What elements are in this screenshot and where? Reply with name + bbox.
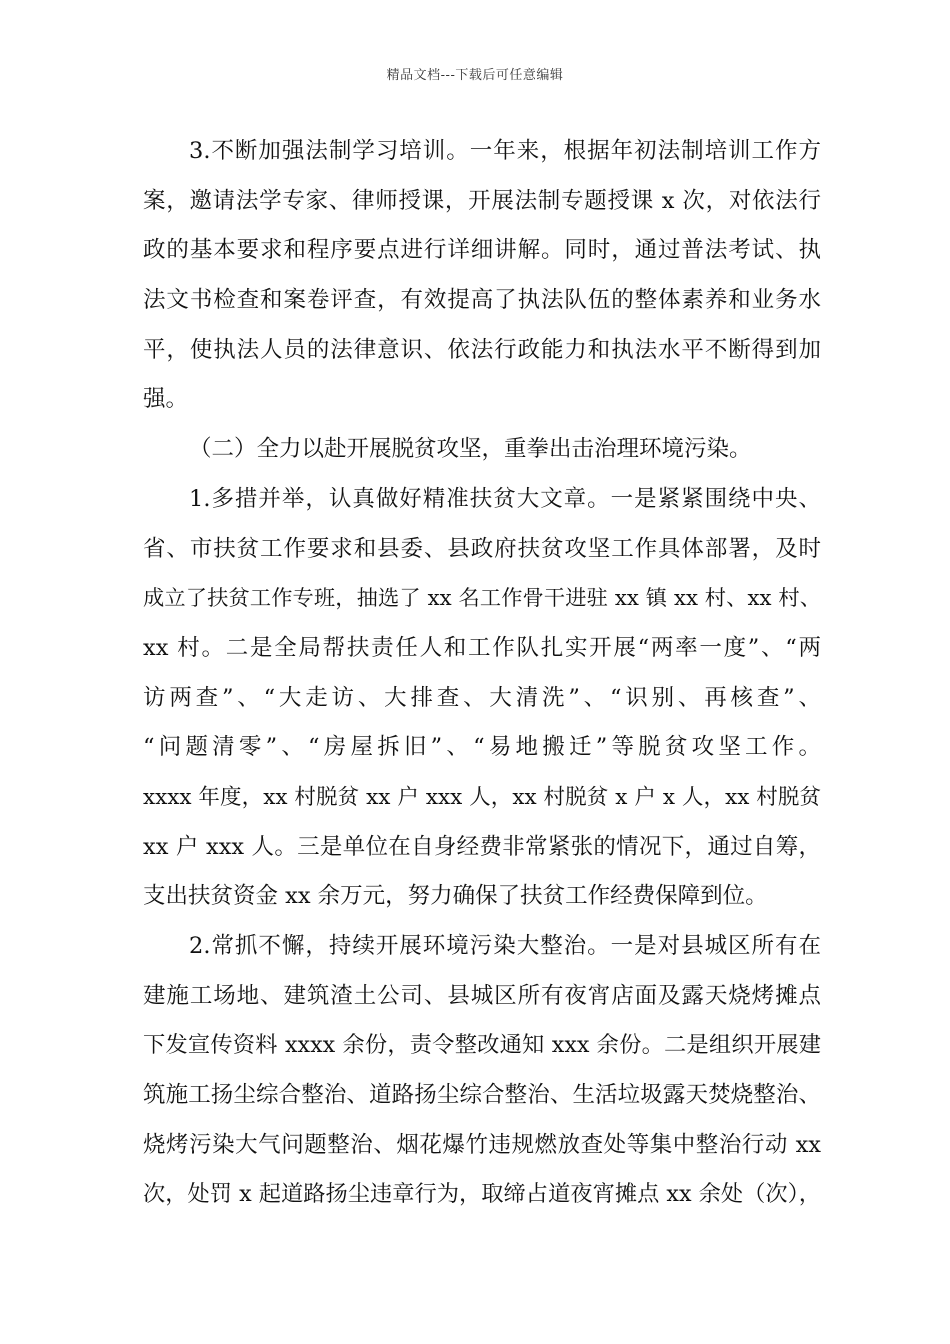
text-line: 法文书检查和案卷评查，有效提高了执法队伍的整体素养和业务水 (143, 287, 821, 314)
text-line: 下发宣传资料 xxxx 余份，责令整改通知 xxx 余份。二是组织开展建 (143, 1032, 821, 1059)
text-line: 平，使执法人员的法律意识、依法行政能力和执法水平不断得到加 (143, 336, 821, 363)
text-line: 烧烤污染大气问题整治、烟花爆竹违规燃放查处等集中整治行动 xx (143, 1131, 821, 1158)
text-line: （二）全力以赴开展脱贫攻坚，重拳出击治理环境污染。 (189, 436, 752, 463)
text-line: 案，邀请法学专家、律师授课，开展法制专题授课 x 次，对依法行 (143, 187, 821, 214)
text-line: “问题清零”、“房屋拆旧”、“易地搬迁”等脱贫攻坚工作。 (143, 734, 821, 761)
text-line: 省、市扶贫工作要求和县委、县政府扶贫攻坚工作具体部署，及时 (143, 535, 821, 562)
text-line: 强。 (143, 386, 189, 413)
text-line: 建施工场地、建筑渣土公司、县城区所有夜宵店面及露天烧烤摊点 (143, 982, 821, 1009)
text-line: 1.多措并举，认真做好精准扶贫大文章。一是紧紧围绕中央、 (189, 485, 821, 512)
page-header: 精品文档---下载后可任意编辑 (386, 68, 564, 83)
text-line: 成立了扶贫工作专班，抽选了 xx 名工作骨干进驻 xx 镇 xx 村、xx 村、 (143, 586, 821, 612)
text-line: 3.不断加强法制学习培训。一年来，根据年初法制培训工作方 (189, 138, 821, 164)
text-line: 2.常抓不懈，持续开展环境污染大整治。一是对县城区所有在 (189, 933, 821, 959)
text-line: 支出扶贫资金 xx 余万元，努力确保了扶贫工作经费保障到位。 (143, 883, 768, 910)
text-line: xxxx 年度，xx 村脱贫 xx 户 xxx 人，xx 村脱贫 x 户 x 人，xx 村脱贫 (143, 784, 821, 810)
text-line: xx 户 xxx 人。三是单位在自身经费非常紧张的情况下，通过自筹， (143, 833, 821, 860)
text-line: 筑施工扬尘综合整治、道路扬尘综合整治、生活垃圾露天焚烧整治、 (143, 1082, 821, 1109)
document-body (143, 127, 821, 1220)
text-line: xx 村。二是全局帮扶责任人和工作队扎实开展“两率一度”、“两 (143, 634, 821, 661)
text-line: 访两查”、“大走访、大排查、大清洗”、“识别、再核查”、 (143, 684, 821, 711)
text-line: 政的基本要求和程序要点进行详细讲解。同时，通过普法考试、执 (143, 237, 821, 264)
text-line: 次，处罚 x 起道路扬尘违章行为，取缔占道夜宵摊点 xx 余处（次）， (143, 1181, 821, 1208)
